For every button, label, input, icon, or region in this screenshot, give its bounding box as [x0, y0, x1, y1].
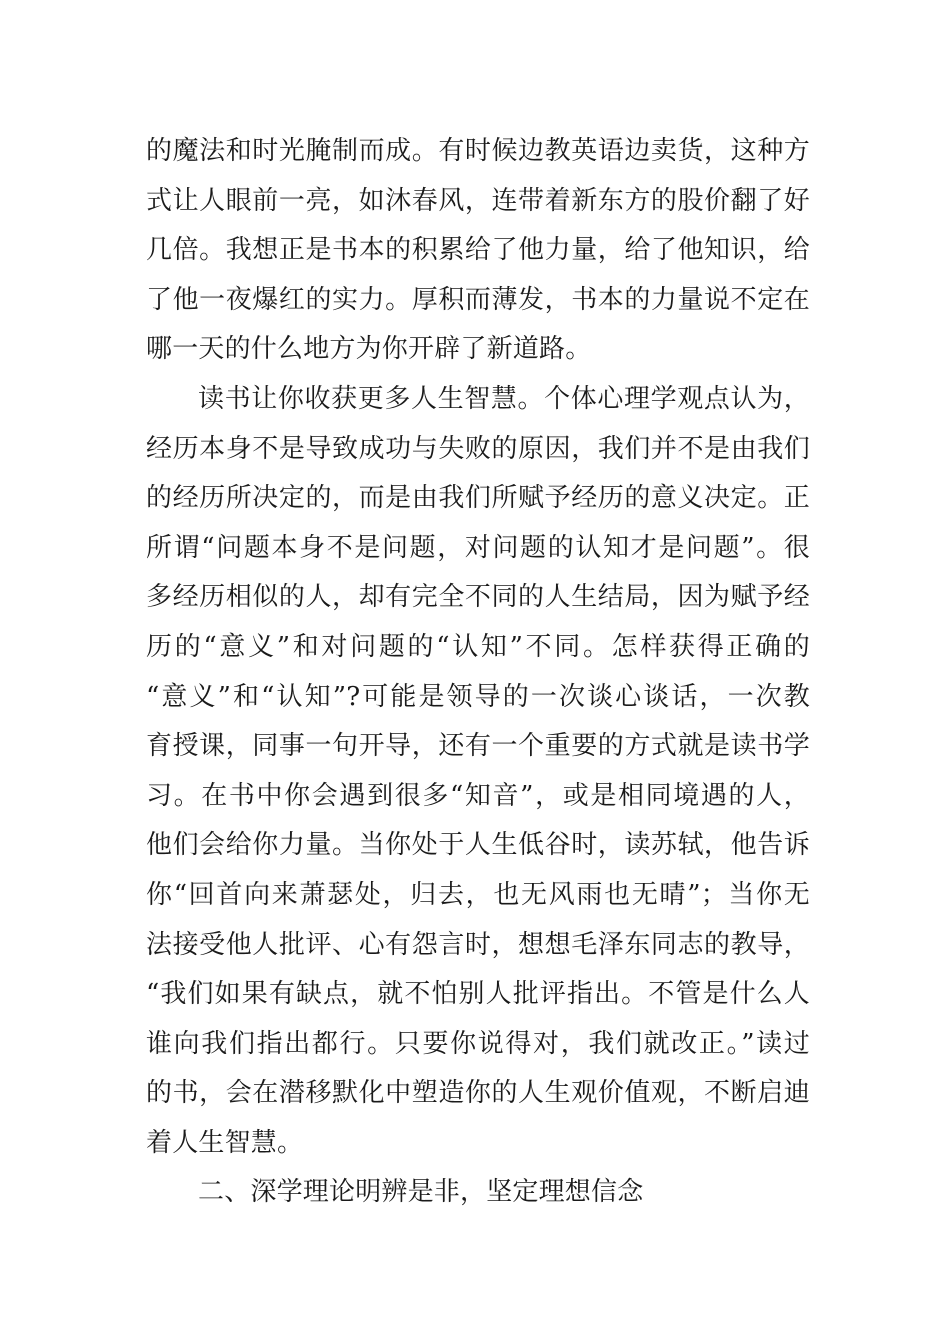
text-line: 谁向我们指出都行。只要你说得对，我们就改正。”读过 — [146, 1028, 810, 1059]
text-line: 习。在书中你会遇到很多“知音”，或是相同境遇的人， — [146, 780, 810, 811]
text-line: 读书让你收获更多人生智慧。个体心理学观点认为， — [198, 383, 810, 414]
text-line: “我们如果有缺点，就不怕别人批评指出。不管是什么人 — [146, 979, 810, 1010]
text-line: 多经历相似的人，却有完全不同的人生结局，因为赋予经 — [146, 582, 810, 613]
paragraph-1 — [146, 127, 810, 375]
text-line: 几倍。我想正是书本的积累给了他力量，给了他知识，给 — [146, 235, 810, 266]
text-line: 式让人眼前一亮，如沐春风，连带着新东方的股价翻了好 — [146, 185, 810, 216]
text-line: 经历本身不是导致成功与失败的原因，我们并不是由我们 — [146, 433, 810, 464]
text-line: 的魔法和时光腌制而成。有时候边教英语边卖货，这种方 — [146, 136, 810, 166]
text-line: 着人生智慧。 — [146, 1127, 304, 1158]
text-line: 的经历所决定的，而是由我们所赋予经历的意义决定。正 — [146, 483, 810, 514]
document-body — [146, 127, 810, 1218]
text-line: 他们会给你力量。当你处于人生低谷时，读苏轼，他告诉 — [146, 830, 810, 861]
text-line: 法接受他人批评、心有怨言时，想想毛泽东同志的教导， — [146, 929, 810, 960]
section-heading: 二、深学理论明辨是非，坚定理想信念 — [198, 1177, 644, 1208]
text-line: 历的“意义”和对问题的“认知”不同。怎样获得正确的 — [146, 631, 810, 662]
text-line: “意义”和“认知”?可能是领导的一次谈心谈话，一次教 — [146, 681, 810, 712]
paragraph-2 — [146, 375, 810, 1169]
text-line: 了他一夜爆红的实力。厚积而薄发，书本的力量说不定在 — [146, 284, 810, 315]
text-line: 哪一天的什么地方为你开辟了新道路。 — [146, 334, 592, 365]
text-line: 育授课，同事一句开导，还有一个重要的方式就是读书学 — [146, 731, 810, 762]
text-line: 你“回首向来萧瑟处，归去，也无风雨也无晴”；当你无 — [146, 879, 810, 910]
text-line: 的书，会在潜移默化中塑造你的人生观价值观，不断启迪 — [146, 1078, 810, 1109]
text-line: 所谓“问题本身不是问题，对问题的认知才是问题”。很 — [146, 532, 810, 563]
